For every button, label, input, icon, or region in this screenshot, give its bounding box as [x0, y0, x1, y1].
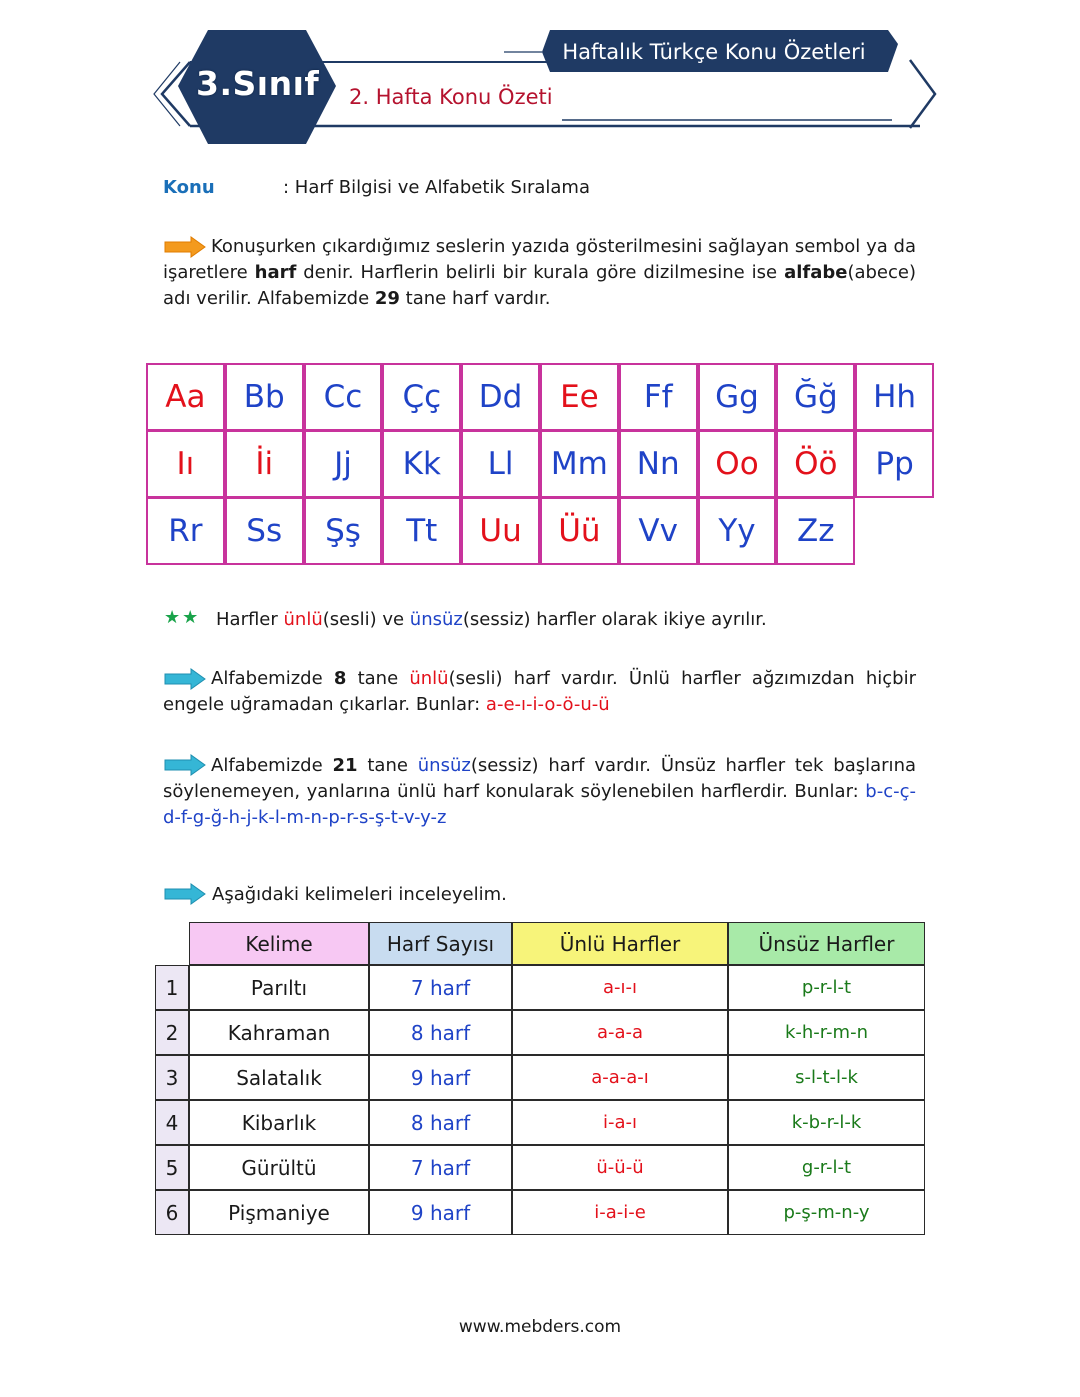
alphabet-letter-cell: Pp [855, 430, 934, 498]
row-index: 5 [155, 1145, 189, 1190]
alphabet-letter-cell: Ll [461, 430, 540, 498]
series-title: Haftalık Türkçe Konu Özetleri [562, 40, 866, 64]
vowel-list: a-e-ı-i-o-ö-u-ü [485, 694, 610, 715]
word-cell: Parıltı [189, 965, 369, 1010]
vowels-cell: a-a-a-ı [512, 1055, 728, 1100]
alphabet-letter-cell: Cc [304, 363, 383, 431]
row-index: 6 [155, 1190, 189, 1235]
table-header: Harf Sayısı [369, 922, 512, 965]
topic-label: Konu [163, 177, 215, 198]
alphabet-letter-cell: Zz [776, 497, 855, 565]
table-header: Ünlü Harfler [512, 922, 728, 965]
vowels-cell: a-a-a [512, 1010, 728, 1055]
table-header: Ünsüz Harfler [728, 922, 925, 965]
word-cell: Kibarlık [189, 1100, 369, 1145]
count-cell: 8 harf [369, 1100, 512, 1145]
count-cell: 9 harf [369, 1190, 512, 1235]
alphabet-letter-cell: Ff [619, 363, 698, 431]
alphabet-letter-cell: Jj [304, 430, 383, 498]
term-harf: harf [254, 262, 297, 283]
teal-arrow-icon [163, 883, 207, 905]
consonants-cell: k-b-r-l-k [728, 1100, 925, 1145]
grade-title: 3.Sınıf [196, 64, 320, 103]
count-cell: 8 harf [369, 1010, 512, 1055]
alphabet-letter-cell: Ee [540, 363, 619, 431]
word-cell: Salatalık [189, 1055, 369, 1100]
alphabet-letter-cell: Ss [225, 497, 304, 565]
alphabet-letter-cell: Şş [304, 497, 383, 565]
table-header: Kelime [189, 922, 369, 965]
intro-paragraph: Konuşurken çıkardığımız seslerin yazıda gösterilmesini sağlayan sembol ya da işaretlere harf denir. Harflerin belirli bir kurala göre dizilmesine ise alfabe(abece) adı verilir. Alfabemizde 29 tane harf vardır. [163, 236, 916, 309]
alphabet-letter-cell: Öö [776, 430, 855, 498]
topic-value: : Harf Bilgisi ve Alfabetik Sıralama [283, 177, 590, 198]
consonants-cell: g-r-l-t [728, 1145, 925, 1190]
alphabet-letter-cell: Kk [382, 430, 461, 498]
alphabet-letter-cell: Mm [540, 430, 619, 498]
footer-url: www.mebders.com [458, 1317, 622, 1337]
consonants-cell: p-ş-m-n-y [728, 1190, 925, 1235]
consonants-cell: p-r-l-t [728, 965, 925, 1010]
word-cell: Kahraman [189, 1010, 369, 1055]
week-title: 2. Hafta Konu Özeti [349, 85, 553, 109]
word-cell: Pişmaniye [189, 1190, 369, 1235]
vowels-cell: i-a-ı [512, 1100, 728, 1145]
count-cell: 7 harf [369, 965, 512, 1010]
consonants-cell: k-h-r-m-n [728, 1010, 925, 1055]
term-alfabe: alfabe [784, 262, 848, 283]
alphabet-letter-cell: Bb [225, 363, 304, 431]
alphabet-letter-cell: Uu [461, 497, 540, 565]
vowels-paragraph: Alfabemizde 8 tane ünlü(sesli) harf vardır. Ünlü harfler ağzımızdan hiçbir engele uğramadan çıkarlar. Bunlar: a-e-ı-i-o-ö-u-ü [163, 668, 917, 715]
examine-instruction: Aşağıdaki kelimeleri inceleyelim. [212, 884, 507, 905]
letter-count: 29 [374, 288, 400, 309]
stars-icon: ★★ [164, 607, 201, 628]
alphabet-letter-cell: Yy [698, 497, 777, 565]
consonants-paragraph: Alfabemizde 21 tane ünsüz(sessiz) harf vardır. Ünsüz harfler tek başlarına söylenemeyen, yanlarına ünlü harf konularak söylenebilen harflerdir. Bunlar: b-c-ç-d-f-g-ğ-h-j-k-l-m-n-p-r-s-ş-t-v-y-z [163, 755, 917, 828]
vowels-cell: i-a-i-e [512, 1190, 728, 1235]
alphabet-letter-cell: Vv [619, 497, 698, 565]
alphabet-letter-cell: Dd [461, 363, 540, 431]
count-cell: 7 harf [369, 1145, 512, 1190]
alphabet-letter-cell: Oo [698, 430, 777, 498]
alphabet-letter-cell: Nn [619, 430, 698, 498]
alphabet-letter-cell: Üü [540, 497, 619, 565]
groups-sentence: Harfler ünlü(sesli) ve ünsüz(sessiz) harfler olarak ikiye ayrılır. [216, 609, 767, 630]
alphabet-letter-cell: Ğğ [776, 363, 855, 431]
vowels-cell: a-ı-ı [512, 965, 728, 1010]
word-cell: Gürültü [189, 1145, 369, 1190]
word-table [155, 922, 925, 1235]
alphabet-letter-cell: Tt [382, 497, 461, 565]
alphabet-letter-cell: Rr [146, 497, 225, 565]
alphabet-letter-cell: Hh [855, 363, 934, 431]
count-cell: 9 harf [369, 1055, 512, 1100]
row-index: 1 [155, 965, 189, 1010]
consonant-list: b-c-ç-d-f-g-ğ-h-j-k-l-m-n-p-r-s-ş-t-v-y-z [163, 781, 916, 828]
alphabet-letter-cell: İi [225, 430, 304, 498]
vowels-cell: ü-ü-ü [512, 1145, 728, 1190]
alphabet-grid [146, 363, 934, 567]
row-index: 4 [155, 1100, 189, 1145]
row-index: 3 [155, 1055, 189, 1100]
row-index: 2 [155, 1010, 189, 1055]
alphabet-letter-cell: Aa [146, 363, 225, 431]
consonants-cell: s-l-t-l-k [728, 1055, 925, 1100]
alphabet-letter-cell: Gg [698, 363, 777, 431]
alphabet-letter-cell: Iı [146, 430, 225, 498]
alphabet-letter-cell: Çç [382, 363, 461, 431]
